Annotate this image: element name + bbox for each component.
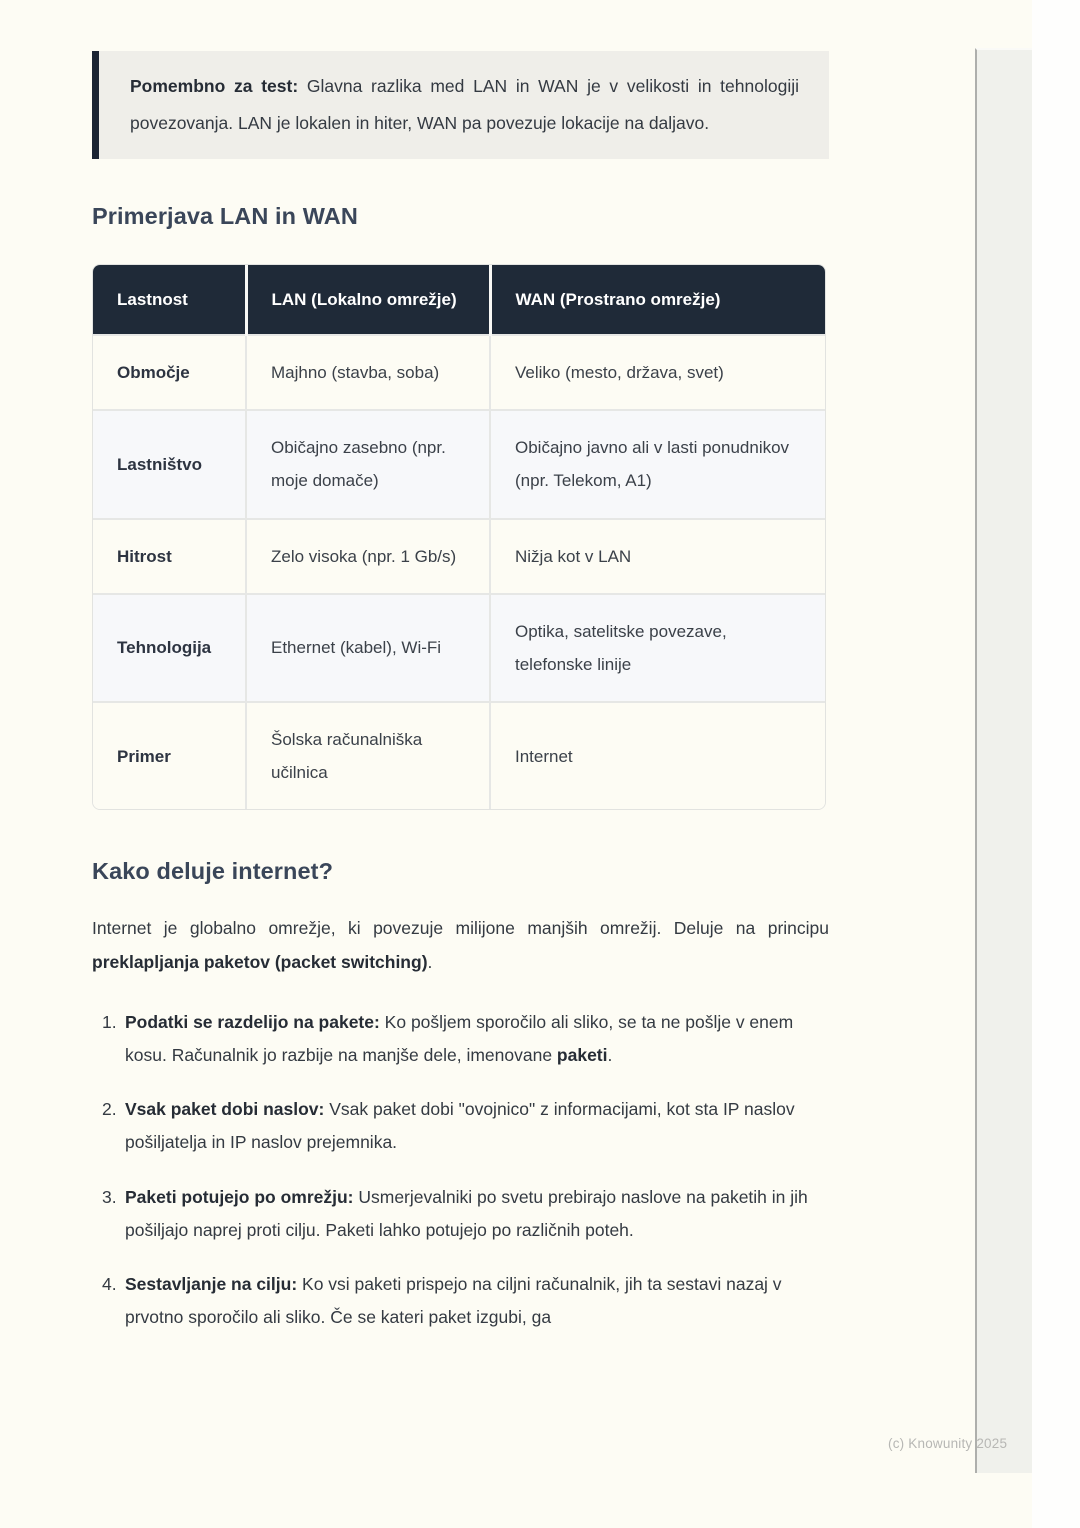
row-lan-value: Majhno (stavba, soba) — [246, 335, 490, 410]
list-item-number: 1. — [102, 1011, 117, 1032]
important-note-callout — [92, 51, 829, 159]
row-lan-value: Šolska računalniška učilnica — [246, 702, 490, 809]
row-lan-value: Običajno zasebno (npr. moje domače) — [246, 410, 490, 518]
intro-paragraph: Internet je globalno omrežje, ki povezuje milijone manjših omrežij. Deluje na principu preklapljanja paketov (packet switching). — [92, 918, 829, 972]
page-content — [92, 51, 829, 1356]
row-lan-value: Zelo visoka (npr. 1 Gb/s) — [246, 519, 490, 594]
row-wan-value: Optika, satelitske povezave, telefonske linije — [490, 594, 825, 702]
comparison-table — [92, 264, 826, 811]
table-header-lastnost: Lastnost — [93, 265, 246, 336]
table-header-row — [93, 265, 825, 336]
table-header-lan: LAN (Lokalno omrežje) — [246, 265, 490, 336]
list-item: 3. Paketi potujejo po omrežju: Usmerjevalniki po svetu prebirajo naslove na paketih in jih pošiljajo naprej proti cilju. Paketi lahko potujejo po različnih poteh. — [92, 1181, 829, 1248]
row-wan-value: Internet — [490, 702, 825, 809]
row-wan-value: Nižja kot v LAN — [490, 519, 825, 594]
table-header-wan: WAN (Prostrano omrežje) — [490, 265, 825, 336]
row-label: Lastništvo — [93, 410, 246, 518]
list-item-number: 2. — [102, 1099, 117, 1119]
numbered-list — [92, 1006, 829, 1335]
table-row — [93, 410, 825, 518]
table-row — [93, 594, 825, 702]
watermark: (c) Knowunity 2025 — [888, 1436, 1008, 1451]
row-label: Območje — [93, 335, 246, 410]
viewer-background — [1032, 0, 1080, 1528]
table-row — [93, 519, 825, 594]
table-row — [93, 335, 825, 410]
callout-text: Pomembno za test: Glavna razlika med LAN in WAN je v velikosti in tehnologiji povezovanja. LAN je lokalen in hiter, WAN pa povezuje lokacije na daljavo. — [130, 76, 799, 133]
row-wan-value: Veliko (mesto, država, svet) — [490, 335, 825, 410]
list-item: 1. Podatki se razdelijo na pakete: Ko pošljem sporočilo ali sliko, se ta ne pošlje v enem kosu. Računalnik jo razbije na manjše dele, imenovane paketi. — [92, 1006, 829, 1073]
section-title-internet: Kako deluje internet? — [92, 858, 334, 885]
adjacent-page-edge — [975, 48, 1032, 1473]
row-label: Tehnologija — [93, 594, 246, 702]
row-wan-value: Običajno javno ali v lasti ponudnikov (npr. Telekom, A1) — [490, 410, 825, 518]
list-item: 4. Sestavljanje na cilju: Ko vsi paketi prispejo na ciljni računalnik, jih ta sestavi nazaj v prvotno sporočilo ali sliko. Če se kateri paket izgubi, ga — [92, 1268, 829, 1335]
row-label: Hitrost — [93, 519, 246, 594]
section-title-comparison: Primerjava LAN in WAN — [92, 202, 358, 229]
table-row — [93, 702, 825, 809]
callout-bold-label: Pomembno za test: — [130, 76, 299, 96]
row-label: Primer — [93, 702, 246, 809]
row-lan-value: Ethernet (kabel), Wi-Fi — [246, 594, 490, 702]
list-item-number: 4. — [102, 1274, 117, 1294]
list-item-number: 3. — [102, 1186, 117, 1207]
list-item: 2. Vsak paket dobi naslov: Vsak paket dobi "ovojnico" z informacijami, kot sta IP naslov pošiljatelja in IP naslov prejemnika. — [92, 1093, 829, 1160]
